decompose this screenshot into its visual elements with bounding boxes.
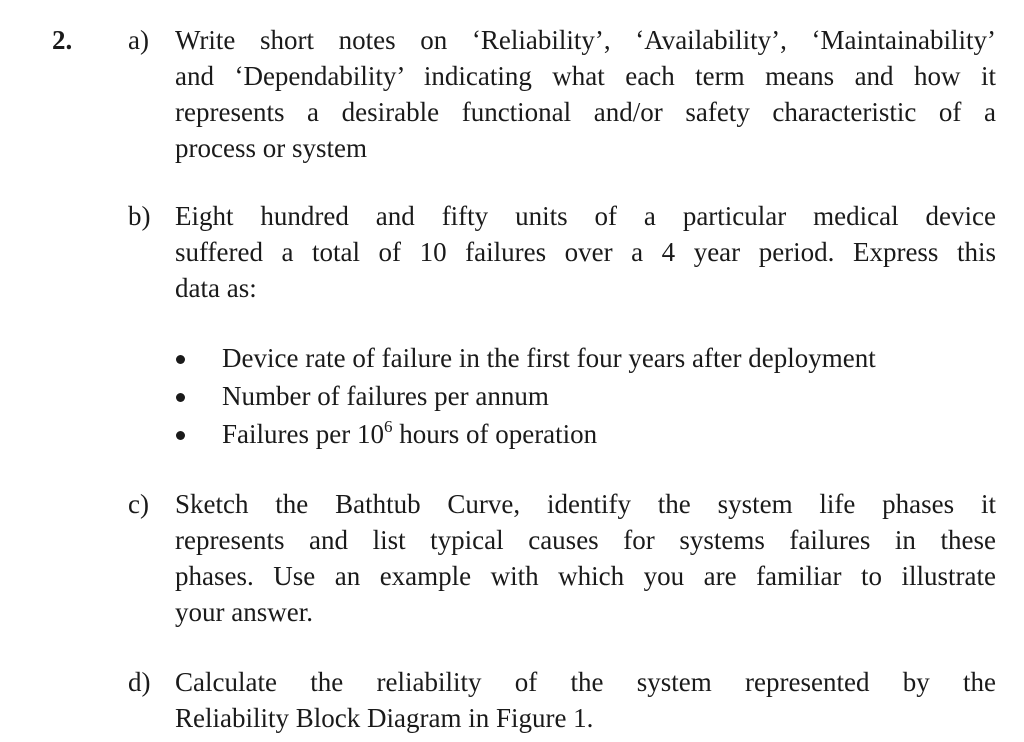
part-a-line: and ‘Dependability’ indicating what each term means and how it	[175, 61, 996, 91]
bullet-icon	[176, 393, 185, 402]
part-c-text	[175, 486, 996, 630]
part-b-label: b)	[128, 201, 151, 231]
part-a-line: Write short notes on ‘Reliability’, ‘Availability’, ‘Maintainability’	[175, 25, 996, 55]
part-d	[128, 664, 996, 736]
part-b-line: data as:	[175, 273, 257, 303]
bullet-item-failures-per-million-hours	[170, 416, 876, 454]
part-c	[128, 486, 996, 630]
part-a-text	[175, 22, 996, 166]
part-c-line: Sketch the Bathtub Curve, identify the system life phases it	[175, 489, 996, 519]
bullet-text: Number of failures per annum	[222, 381, 549, 411]
part-d-line: Reliability Block Diagram in Figure 1.	[175, 703, 594, 733]
part-a	[128, 22, 996, 166]
part-c-line: phases. Use an example with which you are familiar to illustrate	[175, 561, 996, 591]
bullet-text-suffix: hours of operation	[392, 419, 598, 449]
part-a-line: represents a desirable functional and/or safety characteristic of a	[175, 97, 996, 127]
part-c-line: represents and list typical causes for systems failures in these	[175, 525, 996, 555]
bullet-item-failure-rate	[170, 340, 876, 378]
bullet-exponent: 6	[383, 417, 393, 436]
part-a-label: a)	[128, 25, 149, 55]
part-d-line: Calculate the reliability of the system represented by the	[175, 667, 996, 697]
part-b-line: Eight hundred and fifty units of a particular medical device	[175, 201, 996, 231]
part-b	[128, 198, 996, 306]
part-d-label: d)	[128, 667, 151, 697]
part-b-bullet-list	[170, 340, 876, 454]
bullet-item-failures-per-annum	[170, 378, 876, 416]
part-c-line: your answer.	[175, 597, 313, 627]
question-number: 2.	[52, 25, 73, 55]
bullet-text-prefix: Failures per 10	[222, 419, 384, 449]
part-c-label: c)	[128, 489, 149, 519]
part-b-line: suffered a total of 10 failures over a 4 year period. Express this	[175, 237, 996, 267]
bullet-text: Device rate of failure in the first four years after deployment	[222, 343, 876, 373]
part-d-text	[175, 664, 996, 736]
part-a-line: process or system	[175, 133, 367, 163]
bullet-icon	[176, 431, 185, 440]
part-b-text	[175, 198, 996, 306]
bullet-icon	[176, 355, 185, 364]
